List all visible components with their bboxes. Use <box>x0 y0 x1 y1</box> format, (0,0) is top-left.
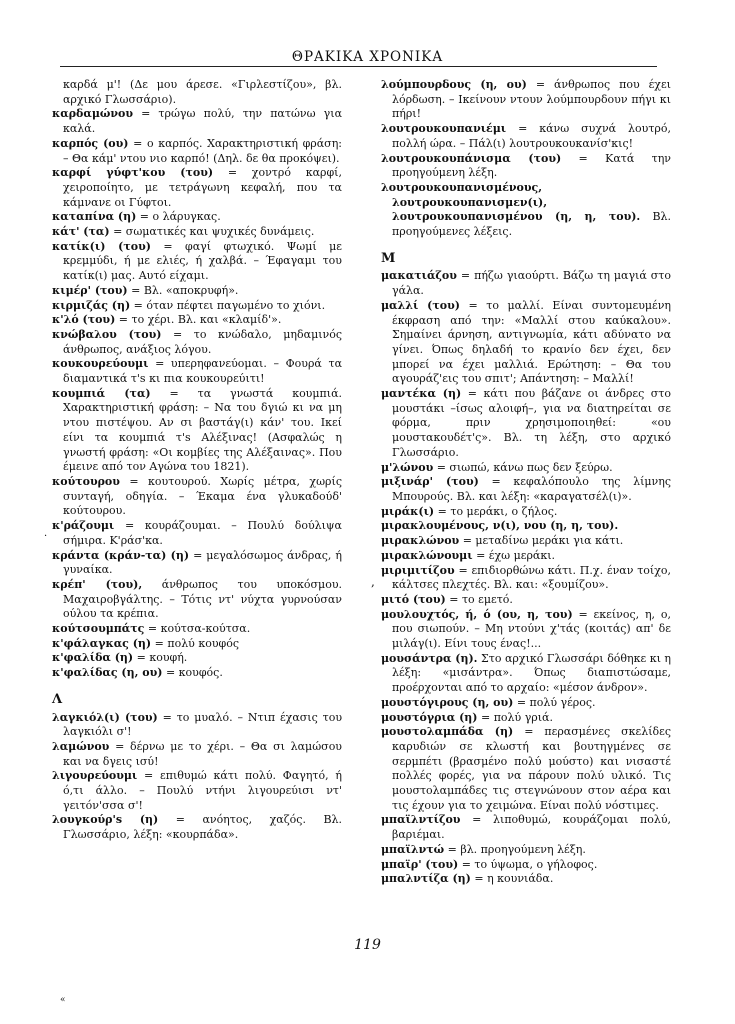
entry-headword: κ'φαλίδα (η) <box>52 651 134 665</box>
entry-definition: = το ύψωμα, ο γήλοφος. <box>461 857 598 871</box>
entry-headword: κατίκ(ι) (του) <box>52 239 151 253</box>
page-number: 119 <box>354 937 381 953</box>
entry-headword: καρφί γύφτ'κου (του) <box>52 166 214 180</box>
entry-definition: = άνθρωπος που έχει λόρδωση. – Ικείνουν ντουν λούμπουρδουν πήγι κι πήρι! <box>392 78 671 121</box>
entry-headword: κ'φάλαγκας (η) <box>52 636 152 650</box>
entry-definition: = επιδιορθώνω κάτι. Π.χ. έναν τοίχο, κάλτσες πλεχτές. Βλ. και: «ξουμίζου». <box>392 563 671 592</box>
entry-headword: λούμπουρδους (η, ου) <box>381 78 527 91</box>
entry-definition: = πολύ κουφός <box>154 636 240 650</box>
dictionary-entry <box>52 387 342 475</box>
entry-definition: = κάνω συχνά λουτρό, πολλή ώρα. – Πάλ(ι) λουτρουκουκανίσ'κις! <box>392 122 671 150</box>
dictionary-entry <box>52 740 342 769</box>
margin-comma: , <box>371 575 375 589</box>
entry-headword: καρδαμώνου <box>52 107 133 121</box>
entry-headword: κουκουρεύουμι <box>52 357 149 371</box>
entry-definition: = η κουνιάδα. <box>474 872 554 886</box>
section-letter-mu: Μ <box>381 250 396 266</box>
entry-definition: = επιθυμώ κάτι πολύ. Φαγητό, ή ό,τι άλλο. – Πουλύ ντήνι λιγουρεύισι ντ' γειτόν'σσα σ'! <box>63 769 343 812</box>
dictionary-entry <box>52 578 342 622</box>
entry-headword: μπαϊλντίζου <box>381 813 461 827</box>
entry-headword: κράντα (κράν-τα) (η) <box>52 548 190 562</box>
dictionary-entry <box>52 519 342 548</box>
dictionary-entry <box>52 637 342 652</box>
dictionary-entry <box>381 122 671 151</box>
entry-definition: = κουράζουμαι. – Πουλύ δούλιψα σήμιρα. Κ'ράσ'κα. <box>63 519 342 547</box>
dictionary-entry <box>381 519 671 534</box>
dictionary-entry <box>52 813 342 842</box>
entry-headword: μαντέκα (η) <box>381 387 462 401</box>
entry-definition: = Βλ. «αποκρυφή». <box>131 283 239 297</box>
entries-k <box>52 107 342 680</box>
running-header: ΘΡΑΚΙΚΑ ΧΡΟΝΙΚΑ <box>291 49 444 65</box>
entry-headword: μιράκ(ι) <box>381 504 435 518</box>
entry-definition: = κάτι που βάζανε οι άνδρες στο μουστάκι –ίσως αλοιφή–, για να διατηρείται σε φόρμα, πριν χρησιμοποιηθεί: «ου μουστακουδέτ'ς». Βλ. τη λέξη, στο αρχικό Γλωσσάριο. <box>392 387 672 459</box>
dictionary-entry <box>52 769 342 813</box>
entry-definition: = λιποθυμώ, κουράζομαι πολύ, βαριέμαι. <box>392 813 671 842</box>
entry-headword: λουτρουκουπανισμένους, λουτρουκουπανισμεν(ι), λουτρουκουπανισμένου (η, η, του). <box>381 180 641 224</box>
entry-headword: λουγκούρ's (η) <box>52 813 159 827</box>
entry-headword: κ'ράζουμι <box>52 519 115 533</box>
entry-definition: = όταν πέφτει παγωμένο το χιόνι. <box>133 298 326 312</box>
right-column <box>381 78 671 887</box>
entry-headword: μπαϊλντώ <box>381 842 445 856</box>
dictionary-entry <box>52 666 342 681</box>
entry-definition: = ανόητος, χαζός. Βλ. Γλωσσάριο, λέξη: «κουρπάδα». <box>63 813 342 842</box>
entry-definition: = το χέρι. Βλ. και «κλαμίδ'». <box>118 313 282 327</box>
entry-headword: κ'φαλίδας (η, ου) <box>52 666 163 680</box>
dictionary-entry <box>52 166 342 210</box>
dictionary-entry <box>52 240 342 284</box>
entry-definition: = το μυαλό. – Ντιπ έχασις του λαγκιόλι σ'! <box>63 710 343 739</box>
dictionary-entry <box>52 475 342 519</box>
margin-dot: · <box>44 531 48 542</box>
entry-definition: = υπερηφανεύομαι. – Φουρά τα διαμαντικά τ's κι πια κουκουρεύιτι! <box>63 357 342 386</box>
dictionary-entry <box>381 843 671 858</box>
entry-definition: = κεφαλόπουλο της λίμνης Μπουρούς. Βλ. και λέξη: «καραγατσέλ(ι)». <box>392 475 671 503</box>
entry-definition: = πολύ γέρος. <box>516 695 596 709</box>
margin-mark: « <box>60 995 66 1005</box>
entry-headword: κιρμιζάς (η) <box>52 298 131 312</box>
dictionary-entry <box>381 534 671 549</box>
dictionary-entry <box>52 357 342 386</box>
entry-headword: μ'λώνου <box>381 460 434 474</box>
entries-mu <box>381 269 671 887</box>
dictionary-entry <box>381 725 671 813</box>
dictionary-entry <box>381 475 671 504</box>
dictionary-entry <box>381 652 671 696</box>
dictionary-entry <box>52 328 342 357</box>
entry-headword: μουστολαμπάδα (η) <box>381 725 514 739</box>
entry-definition: = πήζω γιαούρτι. Βάζω τη μαγιά στο γάλα. <box>392 269 672 298</box>
entry-headword: μουλουχτός, ή, ό (ου, η, του) <box>381 607 573 621</box>
entry-definition: = τρώγω πολύ, την πατώνω για καλά. <box>63 107 342 136</box>
entry-definition: = κουφή. <box>136 651 188 665</box>
entry-headword: μουστόγρια (η) <box>381 710 478 724</box>
dictionary-entry <box>381 858 671 873</box>
entry-headword: κιμέρ' (του) <box>52 283 128 297</box>
entry-headword: μακατιάζου <box>381 269 457 283</box>
entry-definition: = εκείνος, η, ο, που σιωπούν. – Μη ντούνι χ'τάς (κοιτάς) απ' δε μιλάγ(ι). Είνι τους ένας!... <box>392 607 672 651</box>
left-column <box>52 78 342 843</box>
entry-headword: κρέπ' (του), <box>52 577 143 591</box>
entry-definition: = το μεράκι, ο ζήλος. <box>437 504 558 518</box>
entry-definition: = το κνώδαλο, μηδαμινός άνθρωπος, ανάξιος λόγου. <box>63 327 343 356</box>
entry-headword: μουστόγιρους (η, ου) <box>381 695 514 709</box>
dictionary-entry <box>52 210 342 225</box>
dictionary-entry <box>52 299 342 314</box>
entries-lambda-cont <box>381 78 671 240</box>
entry-definition: = κουφός. <box>165 666 223 680</box>
entry-definition: = μεγαλόσωμος άνδρας, ή γυναίκα. <box>63 548 342 577</box>
dictionary-entry <box>52 225 342 240</box>
entry-headword: μιτό (του) <box>381 592 446 606</box>
entry-definition: = Κατά την προηγούμενη λέξη. <box>392 151 671 180</box>
dictionary-entry <box>52 107 342 136</box>
dictionary-entry <box>52 313 342 328</box>
entry-headword: λαγκιόλ(ι) (του) <box>52 710 158 724</box>
dictionary-entry <box>52 622 342 637</box>
entry-headword: μιριμιτίζου <box>381 563 455 577</box>
entry-definition: άνθρωπος του υποκόσμου. Μαχαιροβγάλτης. – Τότις ντ' νύχτα γυρνούσαν ούλου τα κρέπια. <box>63 577 342 621</box>
entry-headword: κάτ' (τα) <box>52 225 110 239</box>
dictionary-entry <box>381 152 671 181</box>
entry-headword: μιξινάρ' (του) <box>381 475 479 489</box>
entry-headword: μιρακλώνουμι <box>381 548 473 562</box>
entry-definition: Βλ. προηγούμενες λέξεις. <box>392 210 671 239</box>
dictionary-entry <box>381 387 671 461</box>
entry-definition: = κουτουρού. Χωρίς μέτρα, χωρίς συνταγή, οδηγία. – Έκαμα ένα γλυκαδούδ' κούτουρου. <box>63 474 342 518</box>
dictionary-entry <box>381 593 671 608</box>
entries-lambda <box>52 711 342 843</box>
dictionary-entry <box>381 564 671 593</box>
entry-headword: μπαϊρ' (του) <box>381 857 459 871</box>
dictionary-entry <box>52 549 342 578</box>
entry-definition: = δέρνω με το χέρι. – Θα σι λαμώσου και να δγεις ισύ! <box>63 739 342 768</box>
entry-definition: = κούτσα-κούτσα. <box>147 622 251 636</box>
dictionary-entry <box>52 711 342 740</box>
entry-headword: μουσάντρα (η). <box>381 651 478 665</box>
entry-definition: Στο αρχικό Γλωσσάρι δόθηκε κι η λέξη: «μισάντρα». Όπως διαπιστώσαμε, προέρχονται από το αρχαίο: «μέσον άνδρον». <box>392 651 672 695</box>
dictionary-entry <box>381 696 671 711</box>
continued-entry: καρδά μ'! (Δε μου άρεσε. «Γιρλεστίζου», βλ. αρχικό Γλωσσάριο). <box>63 78 342 106</box>
entry-definition: = πολύ γριά. <box>480 710 553 724</box>
entry-definition: = βλ. προηγούμενη λέξη. <box>447 842 586 856</box>
entry-definition: = τα γνωστά κουμπιά. Χαρακτηριστική φράση: – Να του δγιώ κι να μη ντου πιστέψου. Αν σι βαστάγ(ι) κάν' του. Ικεί είνι τα κουμπιά τ's Αλέξινας! (Ασφαλώς η γνωστή φράση: «Οι κομβίες της Αλέξαινας». Που έμεινε από τον Αγώνα του 1821). <box>63 386 342 474</box>
entry-definition: = ο λάρυγκας. <box>139 210 221 224</box>
dictionary-entry <box>381 299 671 387</box>
header-rule <box>60 66 657 67</box>
entry-headword: μαλλί (του) <box>381 298 460 312</box>
dictionary-entry <box>381 505 671 520</box>
entry-definition: = σιωπώ, κάνω πως δεν ξεύρω. <box>436 460 613 474</box>
entry-headword: μιρακλουμένους, ν(ι), νου (η, η, του). <box>381 519 619 533</box>
entry-definition: = το εμετό. <box>449 592 513 606</box>
entry-headword: κνώβαλου (του) <box>52 327 162 341</box>
dictionary-entry <box>381 813 671 842</box>
entry-headword: καταπίνα (η) <box>52 210 137 224</box>
entry-headword: λαμώνου <box>52 739 110 753</box>
entry-headword: καρπός (ου) <box>52 136 129 150</box>
entry-definition: = μεταδίνω μεράκι για κάτι. <box>462 534 624 548</box>
dictionary-entry <box>52 651 342 666</box>
entry-headword: μιρακλώνου <box>381 534 460 548</box>
entry-definition: = σωματικές και ψυχικές δυνάμεις. <box>113 225 315 239</box>
entry-definition: = φαγί φτωχικό. Ψωμί με κρεμμύδι, ή με ελιές, ή χαλβά. – Έφαγαμι του κατίκ(ι) μας. Αυτό είχαμι. <box>63 239 342 283</box>
entry-definition: = το μαλλί. Είναι συντομευμένη έκφραση από την: «Μαλλί στου καύκαλου». Σημαίνει άρνηση, αντιγνωμία, κάτι αδύνατο να γίνει. Όπως δηλαδή το κρανίο δεν έχει, δεν μπορεί να έχει μαλλιά. Ερώτηση: – Θα του αγουράζ'εις του σπιτ'; Απάντηση: – Μαλλί! <box>392 298 672 386</box>
dictionary-entry <box>52 137 342 166</box>
entry-headword: κούτσουμπάτς <box>52 622 145 636</box>
dictionary-entry <box>381 608 671 652</box>
dictionary-entry <box>381 78 671 122</box>
dictionary-entry <box>52 284 342 299</box>
entry-definition: = έχω μεράκι. <box>476 548 556 562</box>
entry-headword: λουτρουκουπάνισμα (του) <box>381 151 562 165</box>
entry-headword: μπαλντίζα (η) <box>381 872 471 886</box>
entry-headword: κ'λό (του) <box>52 313 116 327</box>
entry-definition: = χοντρό καρφί, χειροποίητο, με τετράγωνη κεφαλή, που τα κάμνανε οι Γύφτοι. <box>63 166 342 209</box>
section-letter-lambda: Λ <box>52 691 63 707</box>
entry-definition: = περασμένες σκελίδες καρυδιών σε κλωστή και βουτηγμένες σε σερμπέτι (βρασμένο πολύ μούστο) και νισαστέ πολλές φορές, για να πάρουν πολύ υλικό. Τις μουστολαμπάδες τις στεγνώνουν στον αέρα και τις έχουν για το χειμώνα. Είναι πολύ νόστιμες. <box>392 725 671 812</box>
dictionary-entry <box>381 181 671 240</box>
dictionary-entry <box>381 872 671 887</box>
entry-headword: κούτουρου <box>52 474 120 488</box>
entry-definition: = ο καρπός. Χαρακτηριστική φράση: – Θα κάμ' ντου νιο καρπό! (Δηλ. δε θα προκόψει). <box>63 136 342 165</box>
entry-headword: λουτρουκουπανιέμι <box>381 122 507 136</box>
dictionary-entry <box>381 269 671 298</box>
entry-headword: λιγουρεύουμι <box>52 769 138 783</box>
dictionary-entry <box>381 461 671 476</box>
dictionary-entry <box>381 549 671 564</box>
entry-headword: κουμπιά (τα) <box>52 386 151 400</box>
dictionary-entry <box>381 711 671 726</box>
